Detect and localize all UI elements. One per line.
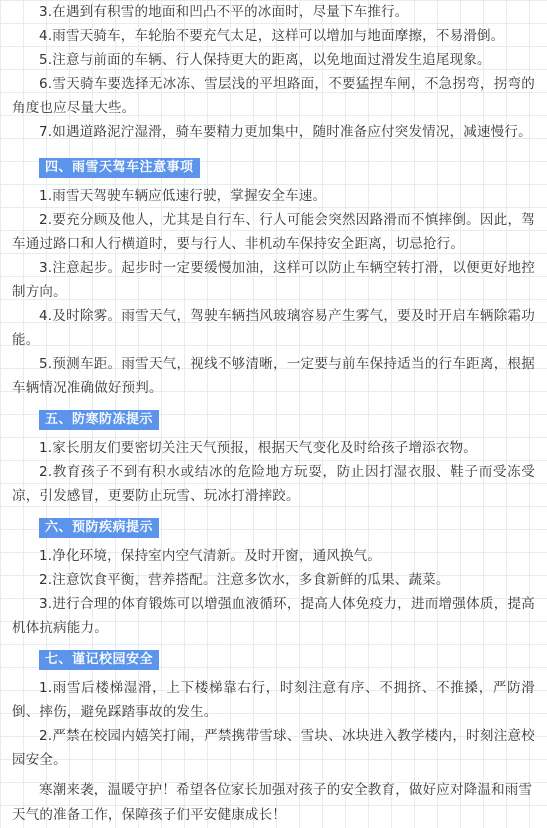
closing-paragraph: 寒潮来袭，温暖守护！希望各位家长加强对孩子的安全教育，做好应对降温和雨雪天气的准备工作，保障孩子们平安健康成长！ [12,782,533,823]
paragraph: 6.雪天骑车要选择无冰冻、雪层浅的平坦路面，不要猛捏车闸，不急拐弯，拐弯的角度也应尽量大些。 [12,76,535,116]
section-heading-wrap [12,154,535,178]
paragraph: 5.注意与前面的车辆、行人保持更大的距离，以免地面过滑发生追尾现象。 [39,52,491,68]
paragraph: 5.预测车距。雨雪天气，视线不够清晰，一定要与前车保持适当的行车距离，根据车辆情况准确做好预判。 [12,356,535,396]
section-heading-wrap [12,406,535,430]
paragraph: 1.净化环境，保持室内空气清新。及时开窗，通风换气。 [39,548,382,564]
paragraph: 7.如遇道路泥泞湿滑，骑车要精力更加集中，随时准备应付突发情况，减速慢行。 [39,124,532,140]
section-heading-wrap [12,646,535,670]
section-heading-disease: 六、预防疾病提示 [39,518,159,538]
section-heading-wrap [12,514,535,538]
spacer [12,144,535,154]
paragraph: 2.教育孩子不到有积水或结冰的危险地方玩耍，防止因打湿衣服、鞋子而受冻受凉，引发感冒，更要防止玩雪、玩冰打滑摔跤。 [12,464,535,504]
paragraph: 4.及时除雾。雨雪天气，驾驶车辆挡风玻璃容易产生雾气，要及时开启车辆除霜功能。 [12,308,535,348]
section-heading-cold: 五、防寒防冻提示 [39,410,159,430]
paragraph: 4.雨雪天骑车，车轮胎不要充气太足，这样可以增加与地面摩擦，不易滑倒。 [39,28,505,44]
paragraph: 3.在遇到有积雪的地面和凹凸不平的冰面时，尽量下车推行。 [39,4,409,20]
paragraph: 2.注意饮食平衡，营养搭配。注意多饮水，多食新鲜的瓜果、蔬菜。 [39,572,450,588]
paragraph: 3.注意起步。起步时一定要缓慢加油，这样可以防止车辆空转打滑，以便更好地控制方向。 [12,260,535,300]
section-heading-campus: 七、谨记校园安全 [39,650,159,670]
paragraph: 1.家长朋友们要密切关注天气预报，根据天气变化及时给孩子增添衣物。 [39,440,477,456]
paragraph: 1.雨雪天驾驶车辆应低速行驶，掌握安全车速。 [39,188,327,204]
paragraph: 3.进行合理的体育锻炼可以增强血液循环，提高人体免疫力，进而增强体质，提高机体抗病能力。 [12,596,535,636]
section-heading-driving: 四、雨雪天驾车注意事项 [39,158,200,178]
paragraph: 1.雨雪后楼梯湿滑，上下楼梯靠右行，时刻注意有序、不拥挤、不推搡，严防滑倒、摔伤，避免踩踏事故的发生。 [12,680,535,720]
paragraph: 2.严禁在校园内嬉笑打闹，严禁携带雪球、雪块、冰块进入教学楼内，时刻注意校园安全。 [12,728,535,768]
paragraph: 2.要充分顾及他人，尤其是自行车、行人可能会突然因路滑而不慎摔倒。因此，驾车通过路口和人行横道时，要与行人、非机动车保持安全距离，切忌抢行。 [12,212,535,252]
